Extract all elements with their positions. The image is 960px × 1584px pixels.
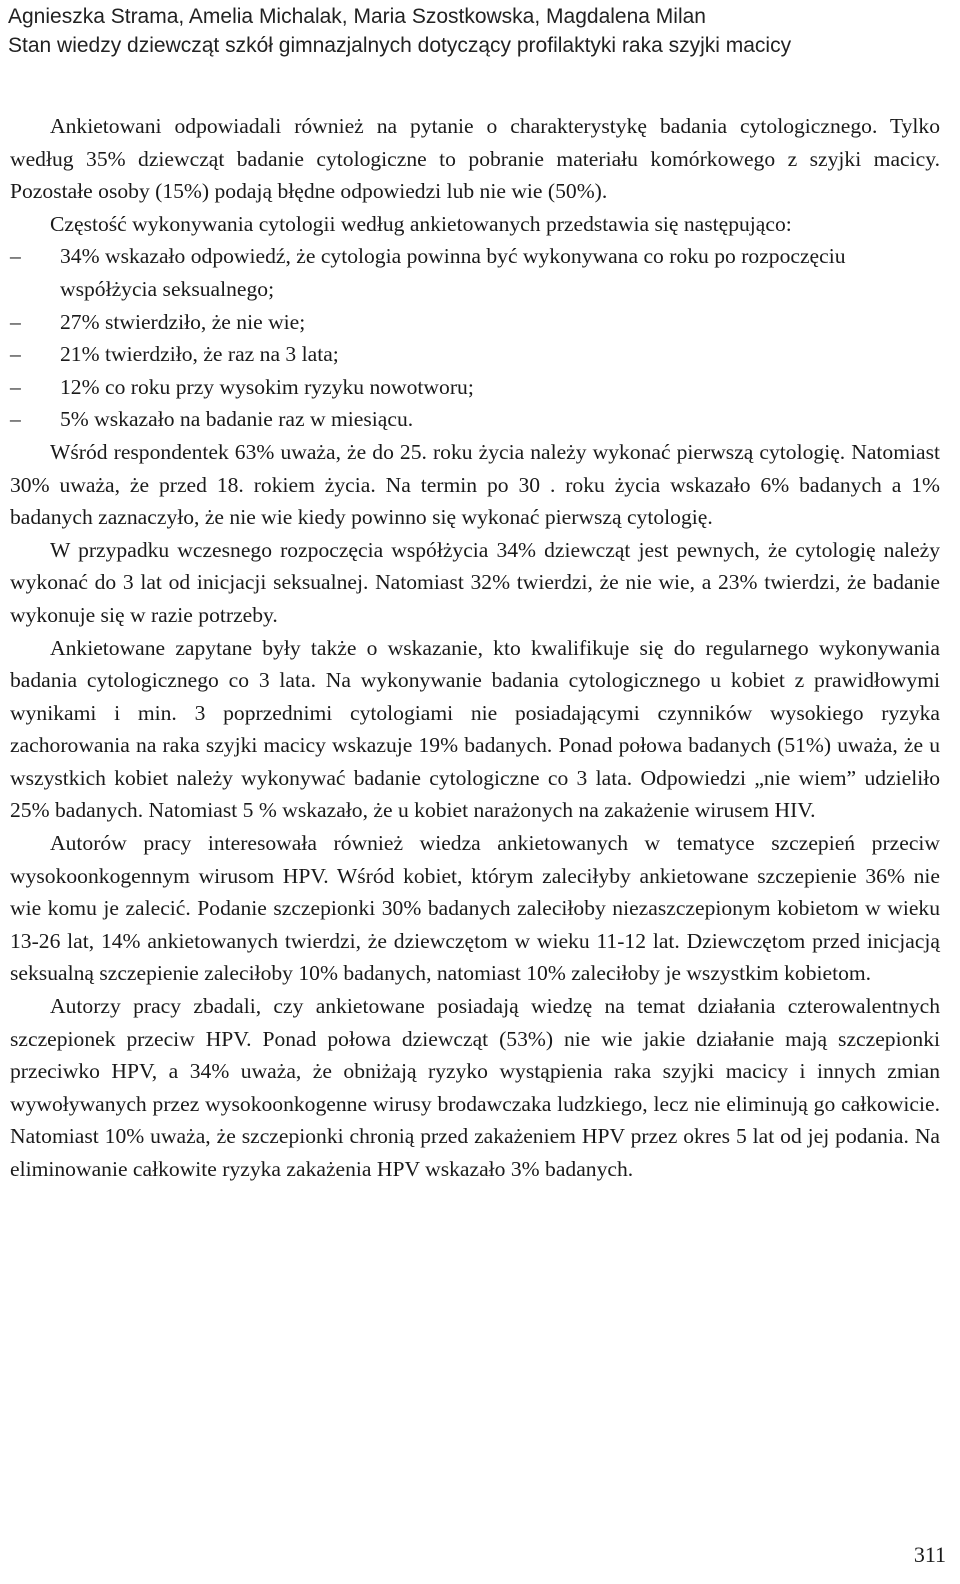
list-item: – 27% stwierdziło, że nie wie; [10, 306, 940, 339]
dash-bullet: – [10, 374, 21, 399]
dash-bullet: – [10, 342, 21, 367]
list-item: – 12% co roku przy wysokim ryzyku nowotworu; [10, 371, 940, 404]
dash-bullet: – [10, 407, 21, 432]
paragraph-hpv-vaccination: Autorów pracy interesowała również wiedza ankietowanych w tematyce szczepień przeciw wysokoonkogennym wirusom HPV. Wśród kobiet, którym zaleciłyby ankietowane szczepienie 36% nie wie komu je zalecić. Podanie szczepionki 30% badanych zaleciłoby niezaszczepionym kobietom w wieku 13-26 lat, 14% ankietowanych twierdzi, że dziewczętom w wieku 11-12 lat. Dziewczętom przed inicjacją seksualną szczepienie zaleciłoby 10% badanych, natomiast 10% zaleciłoby je wszystkim kobietom. [10, 831, 940, 986]
list-item: – 21% twierdziło, że raz na 3 lata; [10, 338, 940, 371]
paragraph-early-initiation: W przypadku wczesnego rozpoczęcia współżycia 34% dziewcząt jest pewnych, że cytologię należy wykonać do 3 lat od inicjacji seksualnej. Natomiast 32% twierdzi, że nie wie, a 23% twierdzi, że badanie wykonuje się w razie potrzeby. [10, 537, 940, 627]
paragraph-three-year-qualification: Ankietowane zapytane były także o wskazanie, kto kwalifikuje się do regularnego wykonywania badania cytologicznego co 3 lata. Na wykonywanie badania cytologicznego u kobiet z prawidłowymi wynikami i min. 3 poprzednimi cytologiami nie posiadającymi czynników wysokiego ryzyka zachorowania na raka szyjki macicy wskazuje 19% badanych. Ponad połowa badanych (51%) uważa, że u wszystkich kobiet należy wykonywać badanie cytologiczne co 3 lata. Odpowiedzi „nie wiem” udzieliło 25% badanych. Natomiast 5 % wskazało, że u kobiet narażonych na zakażenie wirusem HIV. [10, 635, 940, 823]
paragraph-cytology-characteristics: Ankietowani odpowiadali również na pytanie o charakterystykę badania cytologicznego. Tylko według 35% dziewcząt badanie cytologiczne to pobranie materiału komórkowego z szyjki macicy. Pozostałe osoby (15%) podają błędne odpowiedzi lub nie wie (50%). [10, 114, 940, 204]
article-body [10, 110, 940, 1186]
frequency-list [10, 240, 940, 436]
dash-bullet: – [10, 309, 21, 334]
page-number: 311 [913, 1542, 946, 1567]
paragraph-frequency-intro: Częstość wykonywania cytologii według ankietowanych przedstawia się następująco: [50, 211, 792, 236]
header-authors: Agnieszka Strama, Amelia Michalak, Maria Szostkowska, Magdalena Milan [8, 5, 706, 28]
list-item: – 34% wskazało odpowiedź, że cytologia powinna być wykonywana co roku po rozpoczęciu współżycia seksualnego; [10, 240, 940, 305]
dash-bullet: – [10, 244, 21, 269]
running-header [8, 2, 952, 60]
paragraph-first-cytology-age: Wśród respondentek 63% uważa, że do 25. roku życia należy wykonać pierwszą cytologię. Natomiast 30% uważa, że przed 18. rokiem życia. Na termin po 30 . roku życia wskazało 6% badanych a 1% badanych zaznaczyło, że nie wie kiedy powinno się wykonać pierwszą cytologię. [10, 439, 940, 530]
paragraph-vaccine-action: Autorzy pracy zbadali, czy ankietowane posiadają wiedzę na temat działania czterowalentnych szczepionek przeciw HPV. Ponad połowa dziewcząt (53%) nie wie jakie działanie mają szczepionki przeciwko HPV, a 34% uważa, że obniżają ryzyko wystąpienia raka szyjki macicy i innych zmian wywoływanych przez wysokoonkogenne wirusy brodawczaka ludzkiego, lecz nie eliminują go całkowicie. Natomiast 10% uważa, że szczepionki chronią przed zakażeniem HPV przez okres 5 lat od jej podania. Na eliminowanie całkowite ryzyka zakażenia HPV wskazało 3% badanych. [10, 994, 940, 1181]
list-item: – 5% wskazało na badanie raz w miesiącu. [10, 403, 940, 436]
header-title: Stan wiedzy dziewcząt szkół gimnazjalnych dotyczący profilaktyki raka szyjki macicy [8, 34, 792, 57]
